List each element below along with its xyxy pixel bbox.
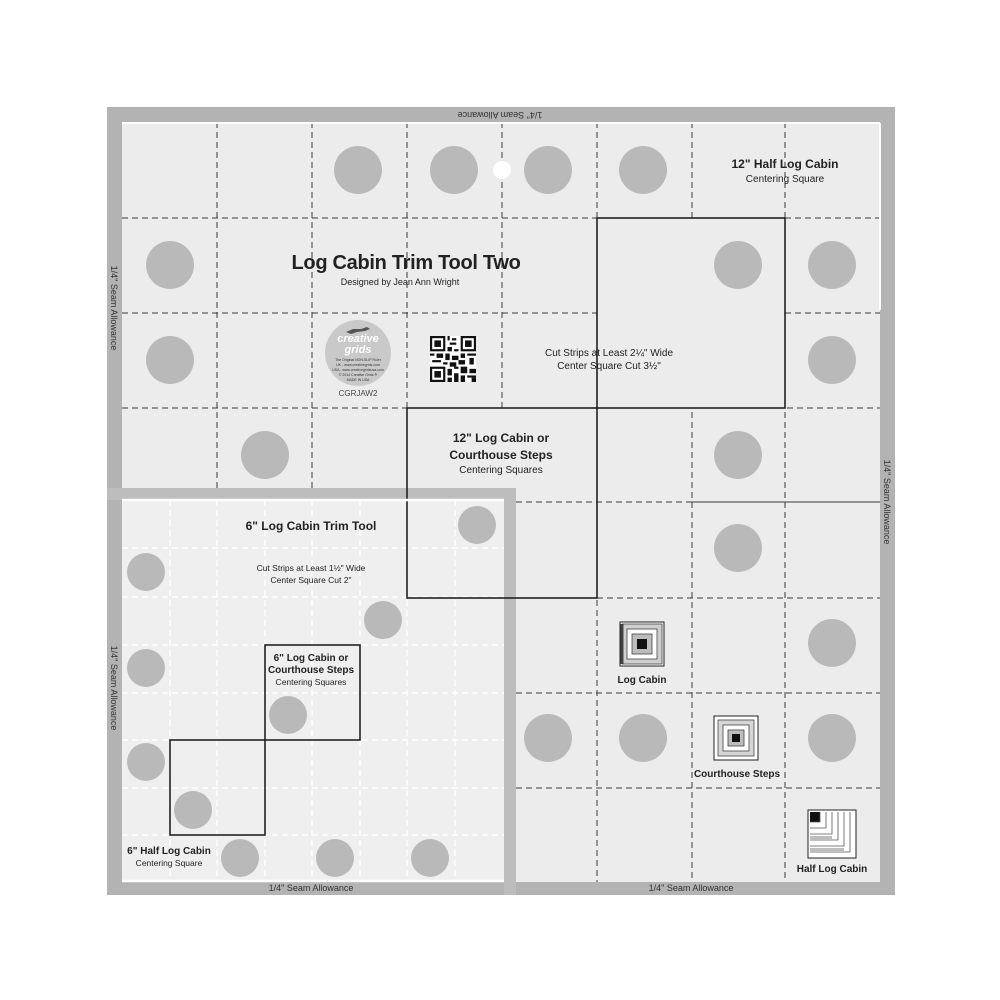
half-log-cabin-6-caption: Centering Square: [135, 858, 203, 868]
half-log-cabin-icon-label: Half Log Cabin: [796, 864, 868, 875]
hanging-hole: [493, 161, 511, 179]
trim-tool-6-heading: 6" Log Cabin Trim Tool: [245, 519, 377, 533]
logo-uk-url: UK - www.creativegrids.com: [336, 363, 380, 367]
half-log-cabin-block-icon: [808, 810, 856, 858]
half-log-cabin-6-heading: 6" Half Log Cabin: [127, 846, 211, 857]
courthouse-steps-icon-label: Courthouse Steps: [693, 769, 781, 780]
logo-made-in: MADE IN USA: [346, 378, 370, 382]
log-cabin-block-icon: [620, 622, 664, 666]
tool-title: Log Cabin Trim Tool Two: [291, 252, 521, 274]
qr-code-icon: [430, 336, 476, 382]
cut-6-line2: Center Square Cut 2": [270, 575, 352, 585]
small-ruler-face: [122, 500, 504, 882]
log-cabin-12-caption: Centering Squares: [459, 465, 543, 476]
seam-label-right: 1/4" Seam Allowance: [882, 459, 892, 545]
log-cabin-12-heading-line1: 12" Log Cabin or: [452, 431, 550, 445]
log-cabin-icon-label: Log Cabin: [617, 675, 667, 686]
courthouse-steps-block-icon: [714, 716, 758, 760]
inner-seam-band-right: [504, 488, 516, 895]
log-cabin-6-heading-line1: 6" Log Cabin or: [273, 653, 349, 664]
creative-grids-logo: [325, 320, 391, 386]
half-log-cabin-12-caption: Centering Square: [745, 174, 825, 185]
designer-credit: Designed by Jean Ann Wright: [340, 277, 460, 287]
logo-usa-url: USA - www.creativegridsusa.com: [332, 368, 384, 372]
cut-6-line1: Cut Strips at Least 1½" Wide: [256, 563, 366, 573]
log-cabin-6-caption: Centering Squares: [275, 677, 347, 687]
half-log-cabin-12-heading: 12" Half Log Cabin: [731, 157, 839, 171]
seam-label-bottom-left: 1/4" Seam Allowance: [268, 883, 354, 893]
product-code: CGRJAW2: [338, 389, 378, 398]
logo-brand-line1: creative: [337, 333, 379, 345]
seam-label-bottom-right: 1/4" Seam Allowance: [648, 883, 734, 893]
logo-brand-line2: grids: [344, 344, 372, 356]
cut-12-line1: Cut Strips at Least 2¼" Wide: [544, 348, 674, 359]
inner-seam-band-top: [107, 488, 516, 500]
cut-12-line2: Center Square Cut 3½": [557, 361, 661, 372]
logo-copyright: © 2014 Creative Grids ®: [338, 373, 378, 377]
log-cabin-12-heading-line2: Courthouse Steps: [449, 448, 553, 462]
seam-label-left-lower: 1/4" Seam Allowance: [109, 645, 119, 731]
seam-label-top: 1/4" Seam Allowance: [457, 110, 543, 120]
seam-label-left-upper: 1/4" Seam Allowance: [109, 265, 119, 351]
log-cabin-6-heading-line2: Courthouse Steps: [267, 665, 355, 676]
logo-tagline: The Original NON-SLIP Ruler: [335, 358, 381, 362]
